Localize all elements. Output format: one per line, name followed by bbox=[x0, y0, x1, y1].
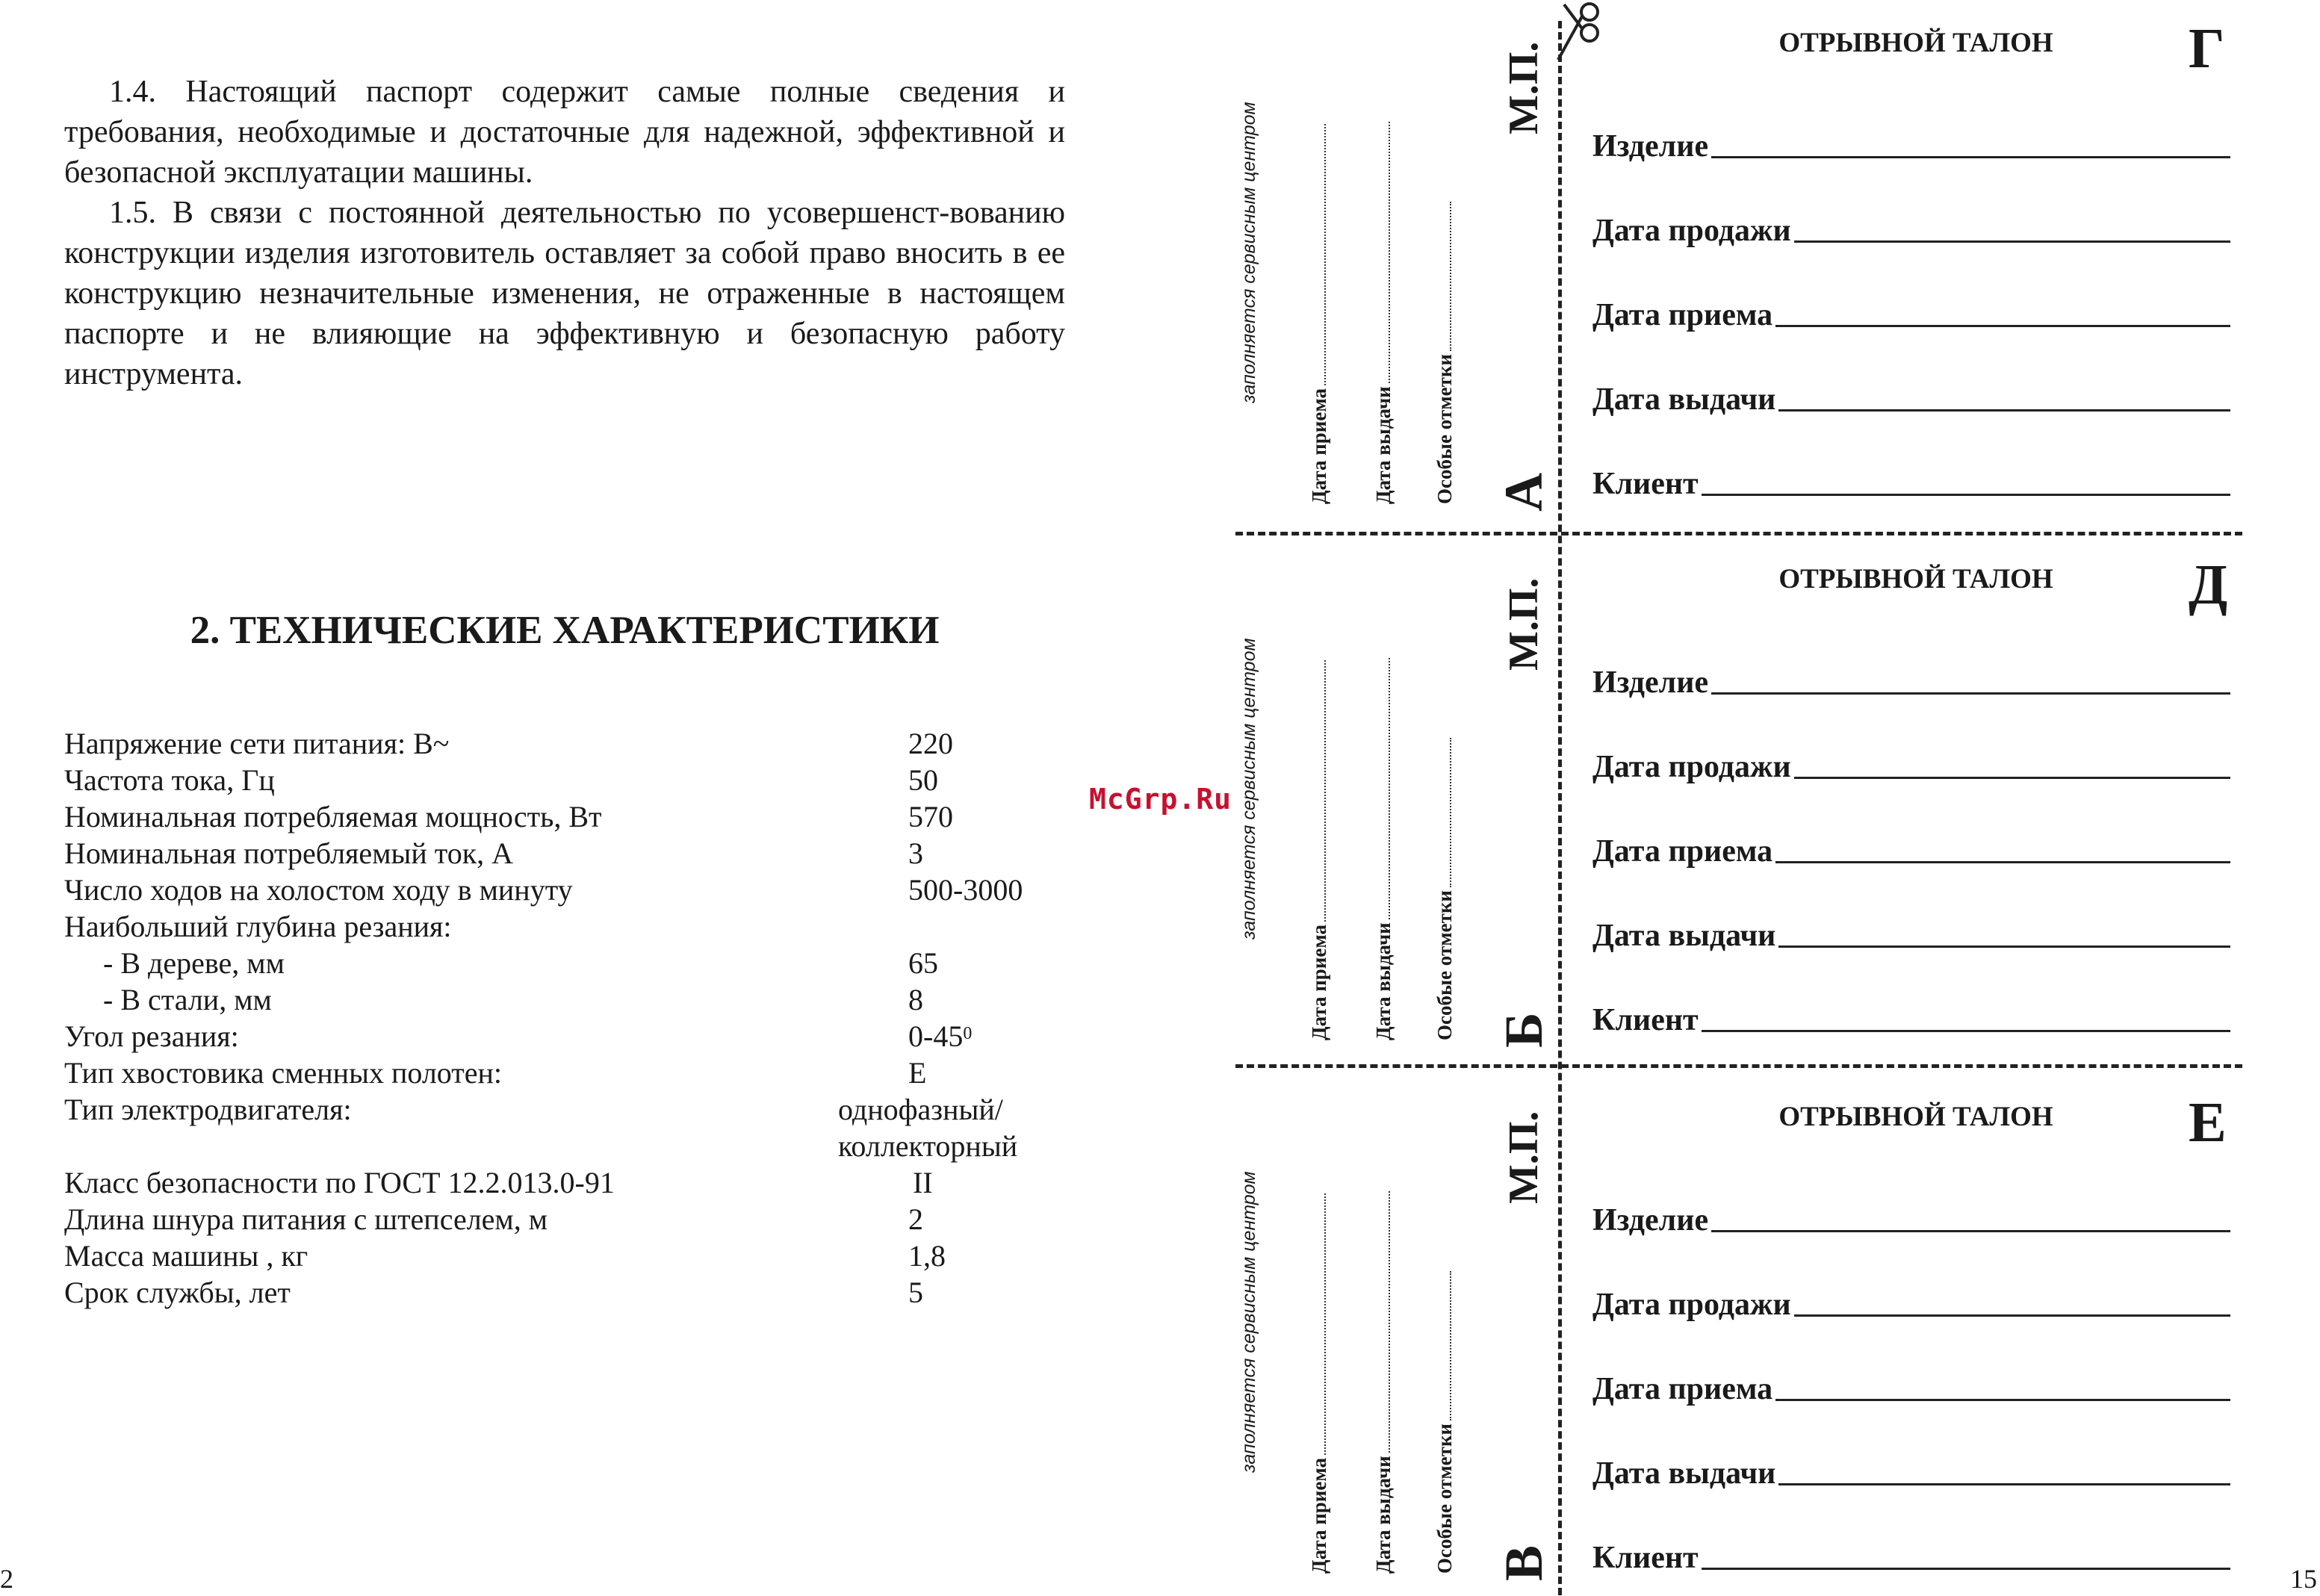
spec-value-text: 3 bbox=[908, 836, 923, 870]
stub-letter: В bbox=[1494, 1544, 1554, 1581]
spec-label: Класс безопасности по ГОСТ 12.2.013.0-91 bbox=[64, 1166, 615, 1199]
talon-field[interactable] bbox=[1592, 918, 2230, 954]
talon-field-line[interactable] bbox=[1778, 946, 2230, 948]
talon-field-line[interactable] bbox=[1711, 1230, 2230, 1232]
talon-letter: Д bbox=[2189, 553, 2228, 616]
talon-field-label: Изделие bbox=[1592, 129, 1709, 164]
page-number-left: 2 bbox=[0, 1564, 13, 1594]
spec-value bbox=[838, 1092, 1003, 1128]
spec-value bbox=[908, 799, 953, 835]
scissors-icon bbox=[1554, 0, 1606, 67]
talon-field-label: Клиент bbox=[1592, 467, 1699, 501]
talon-field[interactable] bbox=[1592, 1371, 2230, 1407]
spec-value-text: 50 bbox=[908, 763, 938, 797]
spec-label: - В дереве, мм bbox=[103, 946, 285, 980]
spec-label: Напряжение сети питания: В~ bbox=[64, 727, 450, 760]
talon-title: ОТРЫВНОЙ ТАЛОН bbox=[1778, 28, 2053, 58]
paragraph-1-5: 1.5. В связи с постоянной деятельностью по усовершенст-вованию конструкции изделия изготовитель оставляет за собой право вносить в ее конструкцию незначительные изменения, не отраженные в настоящем паспорте и не влияющие на эффективную и безопасную работу инструмента. bbox=[64, 196, 1065, 391]
spec-row bbox=[64, 763, 1065, 798]
talon-field-label: Дата продажи bbox=[1592, 750, 1791, 784]
spec-value-text: 500-3000 bbox=[908, 873, 1023, 907]
talon-field[interactable] bbox=[1592, 833, 2230, 869]
talon-field[interactable] bbox=[1592, 1202, 2230, 1238]
talon-field-label: Дата выдачи bbox=[1592, 1456, 1776, 1491]
talon-field-line[interactable] bbox=[1794, 240, 2230, 243]
spec-row bbox=[64, 836, 1065, 872]
talon-field-line[interactable] bbox=[1775, 1399, 2230, 1401]
talon-field[interactable] bbox=[1592, 1287, 2230, 1323]
talon-field-line[interactable] bbox=[1702, 494, 2230, 496]
spec-value bbox=[908, 1019, 972, 1059]
spec-value bbox=[908, 1238, 946, 1274]
spec-row bbox=[64, 1202, 1065, 1238]
spec-value bbox=[913, 1165, 933, 1201]
spec-row bbox=[64, 1092, 1065, 1128]
spec-row bbox=[64, 1275, 1065, 1311]
spec-value bbox=[908, 946, 938, 981]
spec-row bbox=[64, 1055, 1065, 1091]
watermark: McGrp.Ru bbox=[1089, 783, 1232, 816]
stamp-label: М.П. bbox=[1501, 1111, 1547, 1204]
spec-row bbox=[64, 1238, 1065, 1274]
spec-row bbox=[64, 946, 1065, 981]
spec-value bbox=[838, 1128, 1017, 1164]
page-number-right: 15 bbox=[2290, 1564, 2317, 1594]
spec-row bbox=[64, 909, 1065, 945]
cut-line-vertical bbox=[1558, 21, 1562, 1595]
talon-letter: Е bbox=[2189, 1091, 2227, 1154]
talon-title: ОТРЫВНОЙ ТАЛОН bbox=[1778, 564, 2053, 594]
spec-value-text: II bbox=[913, 1166, 933, 1199]
spec-label: Тип хвостовика сменных полотен: bbox=[64, 1056, 503, 1090]
spec-value-text: однофазный/ bbox=[838, 1093, 1003, 1126]
talon-field-line[interactable] bbox=[1775, 325, 2230, 327]
spec-value bbox=[908, 836, 923, 872]
spec-value-superscript: 0 bbox=[963, 1024, 973, 1043]
spec-value-text: 220 bbox=[908, 727, 953, 760]
talon-field-line[interactable] bbox=[1794, 777, 2230, 779]
talon-field-line[interactable] bbox=[1794, 1314, 2230, 1317]
stub-letter: Б bbox=[1494, 1012, 1554, 1048]
spec-value-text: 0-45 bbox=[908, 1019, 964, 1053]
stub-field-issue-date: Дата выдачи bbox=[1371, 122, 1395, 504]
spec-value bbox=[908, 1055, 926, 1091]
talon-field-label: Дата выдачи bbox=[1592, 919, 1776, 953]
talon-field-label: Дата приема bbox=[1592, 834, 1773, 869]
spec-row bbox=[64, 726, 1065, 762]
spec-row bbox=[64, 1165, 1065, 1201]
talon-field-line[interactable] bbox=[1702, 1030, 2230, 1032]
talon-field-line[interactable] bbox=[1711, 156, 2230, 158]
talon-field[interactable] bbox=[1592, 749, 2230, 785]
talon-field-label: Дата продажи bbox=[1592, 1288, 1791, 1322]
stub-letter: А bbox=[1494, 473, 1554, 512]
stamp-label: М.П. bbox=[1501, 577, 1547, 671]
cut-line-horizontal bbox=[1235, 532, 2242, 535]
spec-label: Угол резания: bbox=[64, 1019, 239, 1053]
talon-field-label: Дата приема bbox=[1592, 1372, 1773, 1406]
spec-label: - В стали, мм bbox=[103, 983, 272, 1016]
talon-field-label: Дата продажи bbox=[1592, 214, 1791, 248]
talon-field-line[interactable] bbox=[1778, 409, 2230, 412]
spec-value bbox=[908, 872, 1023, 908]
spec-label: Масса машины , кг bbox=[64, 1239, 308, 1273]
service-center-note: заполняется сервисным центром bbox=[1238, 638, 1259, 940]
spec-row bbox=[64, 982, 1065, 1018]
spec-row bbox=[64, 1128, 1065, 1164]
spec-value bbox=[908, 1275, 923, 1311]
spec-label: Длина шнура питания с штепселем, м bbox=[64, 1202, 548, 1236]
stub-field-special-notes: Особые отметки bbox=[1433, 1271, 1457, 1574]
section-title: 2. ТЕХНИЧЕСКИЕ ХАРАКТЕРИСТИКИ bbox=[190, 609, 940, 652]
spec-label: Срок службы, лет bbox=[64, 1276, 291, 1309]
talon-title: ОТРЫВНОЙ ТАЛОН bbox=[1778, 1102, 2053, 1132]
spec-label: Число ходов на холостом ходу в минуту bbox=[64, 873, 573, 907]
spec-value-text: Е bbox=[908, 1056, 927, 1090]
spec-value-text: 8 bbox=[908, 983, 923, 1016]
stub-field-special-notes: Особые отметки bbox=[1433, 738, 1457, 1040]
service-center-note: заполняется сервисным центром bbox=[1238, 1171, 1259, 1473]
spec-label: Наибольший глубина резания: bbox=[64, 910, 452, 943]
talon-field[interactable] bbox=[1592, 128, 2230, 164]
talon-field[interactable] bbox=[1592, 382, 2230, 417]
spec-label: Тип электродвигателя: bbox=[64, 1093, 352, 1126]
talon-field-label: Дата выдачи bbox=[1592, 382, 1776, 417]
talon-field[interactable] bbox=[1592, 213, 2230, 249]
talon-field-line[interactable] bbox=[1711, 692, 2230, 695]
talon-field-label: Клиент bbox=[1592, 1003, 1699, 1037]
spec-row bbox=[64, 872, 1065, 908]
stamp-label: М.П. bbox=[1501, 41, 1547, 134]
stub-field-issue-date: Дата выдачи bbox=[1371, 658, 1395, 1040]
talon-field[interactable] bbox=[1592, 1540, 2230, 1576]
talon-field-line[interactable] bbox=[1702, 1568, 2230, 1570]
talon-field[interactable] bbox=[1592, 665, 2230, 701]
paragraph-1-4: 1.4. Настоящий паспорт содержит самые полные сведения и требования, необходимые и достаточные для надежной, эффективной и безопасной эксплуатации машины. bbox=[64, 75, 1065, 190]
spec-value bbox=[908, 1202, 923, 1238]
talon-field[interactable] bbox=[1592, 1002, 2230, 1038]
talon-field[interactable] bbox=[1592, 1456, 2230, 1491]
talon-field-line[interactable] bbox=[1775, 861, 2230, 863]
stub-field-issue-date: Дата выдачи bbox=[1371, 1191, 1395, 1574]
stub-field-receipt-date: Дата приема bbox=[1307, 660, 1331, 1040]
talon-field-label: Клиент bbox=[1592, 1541, 1699, 1575]
spec-value bbox=[908, 763, 938, 798]
talon-letter: Г bbox=[2189, 17, 2225, 80]
spec-label: Частота тока, Гц bbox=[64, 763, 275, 797]
stub-field-receipt-date: Дата приема bbox=[1307, 124, 1331, 504]
spec-label: Номинальная потребляемый ток, А bbox=[64, 836, 514, 870]
intro-text bbox=[64, 72, 1065, 394]
spec-value-text: 570 bbox=[908, 800, 953, 833]
spec-value-text: коллекторный bbox=[838, 1129, 1018, 1163]
spec-row bbox=[64, 799, 1065, 835]
spec-label: Номинальная потребляемая мощность, Вт bbox=[64, 800, 602, 833]
talon-field[interactable] bbox=[1592, 466, 2230, 502]
spec-value-text: 1,8 bbox=[908, 1239, 946, 1273]
talon-field[interactable] bbox=[1592, 297, 2230, 333]
talon-field-label: Изделие bbox=[1592, 1203, 1709, 1238]
talon-field-line[interactable] bbox=[1778, 1483, 2230, 1485]
talon-field-label: Изделие bbox=[1592, 665, 1709, 700]
spec-value bbox=[908, 726, 953, 762]
talon-field-label: Дата приема bbox=[1592, 298, 1773, 332]
stub-field-receipt-date: Дата приема bbox=[1307, 1193, 1331, 1574]
spec-value bbox=[908, 982, 923, 1018]
cut-line-horizontal bbox=[1235, 1064, 2242, 1068]
spec-value-text: 5 bbox=[908, 1276, 923, 1309]
spec-row bbox=[64, 1019, 1065, 1055]
stub-field-special-notes: Особые отметки bbox=[1433, 202, 1457, 504]
spec-value-text: 65 bbox=[908, 946, 938, 980]
service-center-note: заполняется сервисным центром bbox=[1238, 102, 1259, 403]
spec-value-text: 2 bbox=[908, 1202, 923, 1236]
